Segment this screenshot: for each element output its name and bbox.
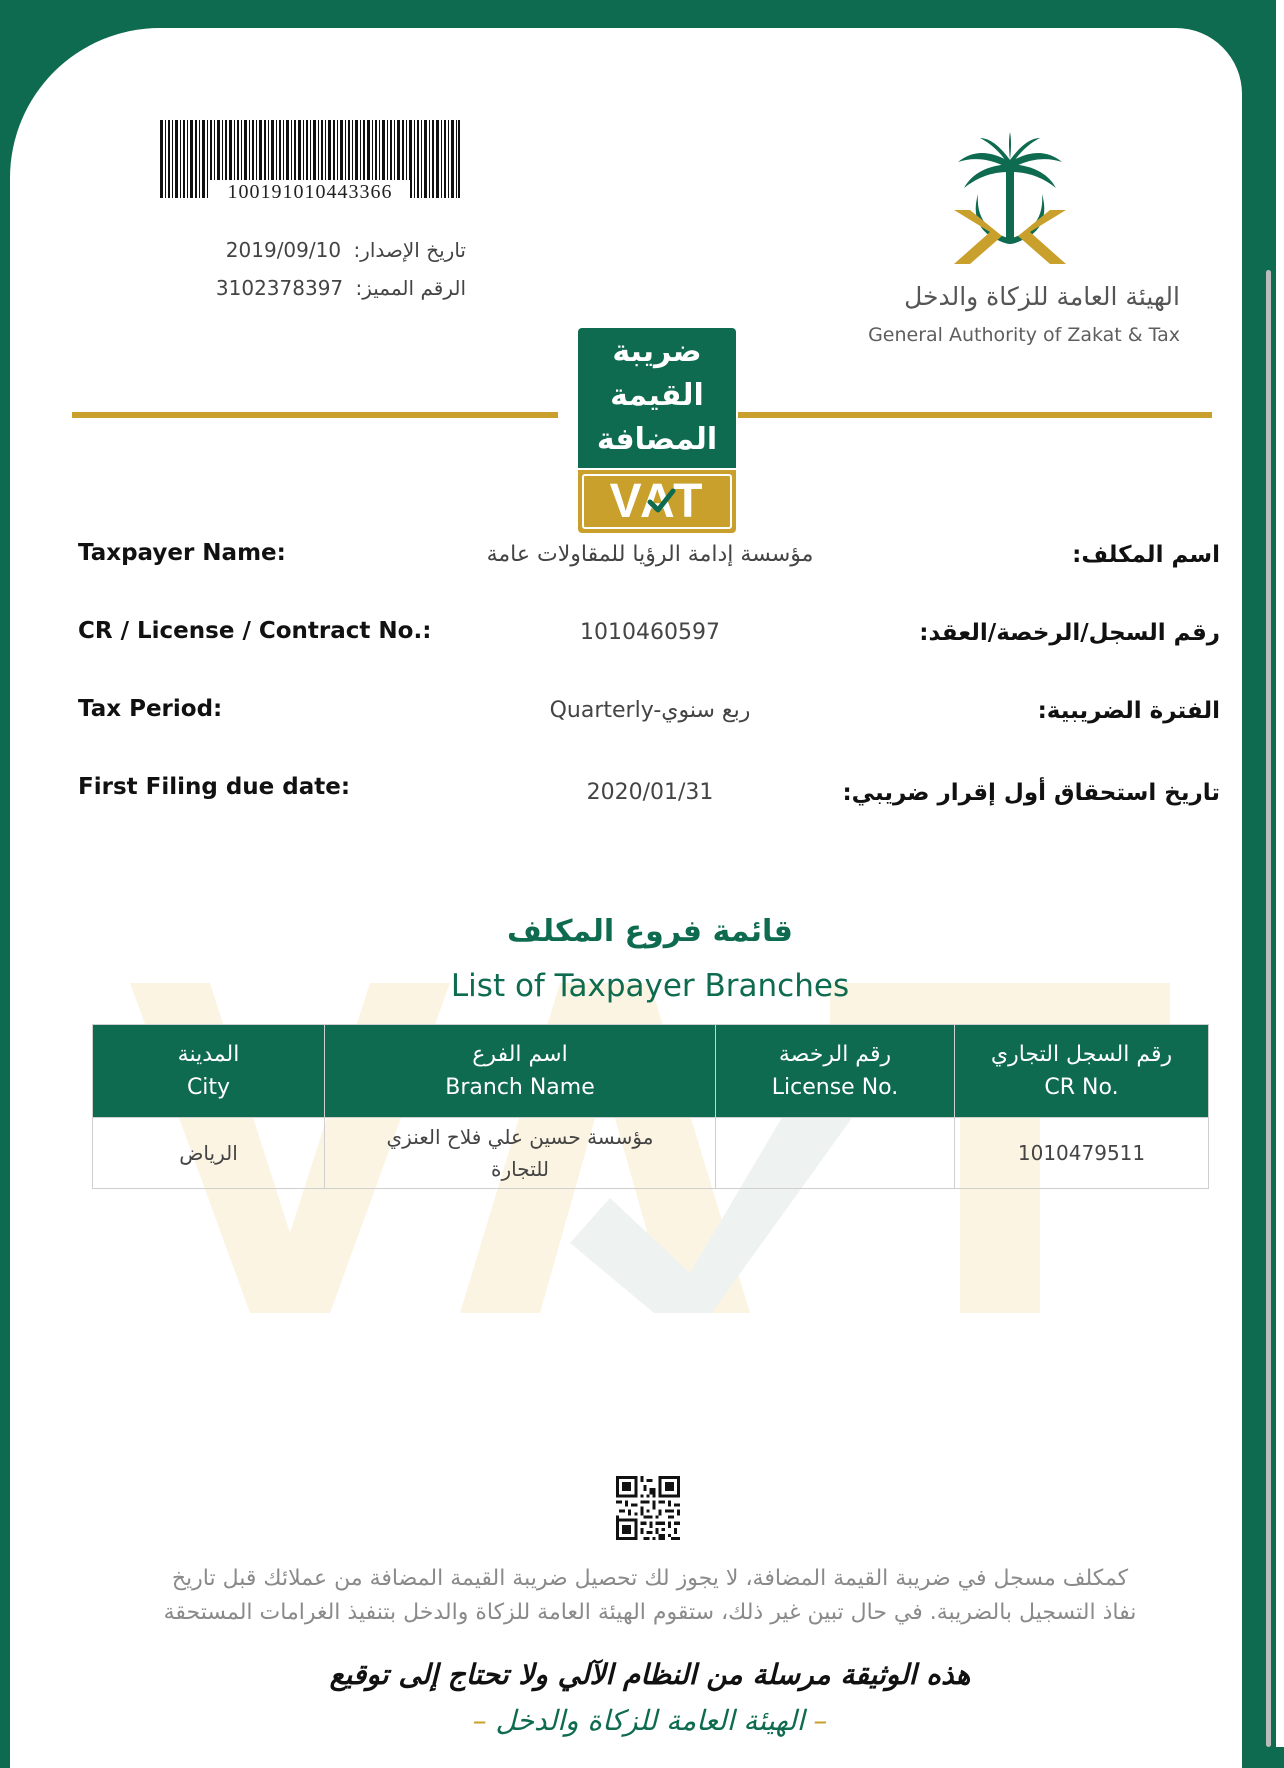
auto-generated-notice: هذه الوثيقة مرسلة من النظام الآلي ولا تحتاج إلى توقيع (329, 1658, 971, 1691)
cr-label-en: CR / License / Contract No.: (78, 618, 432, 644)
vat-badge (578, 328, 736, 533)
footer-authority (70, 1704, 1230, 1737)
footer-dash-right: – (813, 1704, 828, 1737)
vat-note-line2: نفاذ التسجيل بالضريبة. في حال تبين غير ذلك، ستقوم الهيئة العامة للزكاة والدخل بتنفيذ الغرامات المستحقة (163, 1600, 1137, 1625)
gold-divider-right (738, 412, 1212, 418)
vat-note-line1: كمكلف مسجل في ضريبة القيمة المضافة، لا يجوز لك تحصيل ضريبة القيمة المضافة من عملائك قبل تاريخ (171, 1566, 1129, 1591)
license-cell (716, 1118, 955, 1189)
cr-cell: 1010479511 (955, 1118, 1209, 1189)
vat-badge-line2: القيمة (610, 378, 704, 413)
license-header (716, 1025, 955, 1118)
authority-name-english: General Authority of Zakat & Tax (868, 324, 1180, 346)
unique-number (196, 276, 466, 300)
vat-badge-text-panel (578, 470, 736, 533)
barcode-number: 100191010443366 (210, 180, 410, 204)
vat-badge-line1: ضريبة (612, 334, 702, 369)
footer-dash-left: – (472, 1704, 487, 1737)
first-filing-value: 2020/01/31 (586, 780, 714, 805)
gold-divider-left (72, 412, 558, 418)
branch-name-header-ar: اسم الفرع (472, 1042, 568, 1067)
cr-label-ar: رقم السجل/الرخصة/العقد: (919, 620, 1220, 646)
taxpayer-name-value: مؤسسة إدامة الرؤيا للمقاولات عامة (486, 542, 814, 567)
unique-number-value: 3102378397 (215, 276, 344, 300)
city-header (93, 1025, 325, 1118)
branches-table (92, 1024, 1209, 1189)
check-icon (646, 486, 676, 516)
palm-swords-logo-icon (950, 132, 1070, 267)
issue-date-label: تاريخ الإصدار: (353, 238, 466, 262)
tax-period-label-ar: الفترة الضريبية: (1037, 698, 1220, 724)
license-header-en: License No. (771, 1075, 899, 1100)
vat-badge-line3: المضافة (596, 422, 718, 457)
tax-period-value: Quarterly-ربع سنوي (549, 698, 751, 723)
document-page (10, 28, 1242, 1768)
unique-number-label: الرقم المميز: (355, 276, 466, 300)
taxpayer-name-label-ar: اسم المكلف: (1072, 542, 1220, 568)
city-header-ar: المدينة (177, 1042, 240, 1067)
page-edge (1276, 0, 1284, 1747)
scrollbar[interactable] (1266, 270, 1271, 1747)
branch-name-line1: مؤسسة حسين علي فلاح العنزي (386, 1125, 654, 1149)
cr-header-en: CR No. (1044, 1075, 1119, 1100)
vat-badge-arabic-panel (578, 328, 736, 468)
branch-name-header-en: Branch Name (445, 1075, 595, 1100)
authority-name-arabic: الهيئة العامة للزكاة والدخل (904, 282, 1180, 311)
vat-badge-text: VAT (609, 475, 705, 528)
branches-title-arabic: قائمة فروع المكلف (507, 914, 793, 949)
issue-date (196, 238, 466, 262)
table-row (93, 1118, 1209, 1189)
cr-value: 1010460597 (580, 620, 720, 645)
barcode (160, 120, 460, 228)
city-cell: الرياض (93, 1118, 325, 1189)
branches-table-header (93, 1025, 1209, 1118)
first-filing-label-en: First Filing due date: (78, 774, 351, 800)
city-header-en: City (186, 1075, 231, 1100)
qr-code-icon (616, 1476, 680, 1540)
tax-period-label-en: Tax Period: (78, 696, 223, 722)
footer-authority-name: الهيئة العامة للزكاة والدخل (495, 1704, 805, 1737)
taxpayer-name-label-en: Taxpayer Name: (78, 540, 286, 566)
branches-title-english: List of Taxpayer Branches (450, 968, 850, 1004)
branch-name-cell (325, 1118, 716, 1189)
cr-header (955, 1025, 1209, 1118)
branch-name-header (325, 1025, 716, 1118)
license-header-ar: رقم الرخصة (778, 1042, 892, 1067)
issue-date-value: 2019/09/10 (225, 238, 342, 262)
branch-name-line2: للتجارة (491, 1157, 549, 1181)
first-filing-label-ar: تاريخ استحقاق أول إقرار ضريبي: (842, 780, 1220, 806)
cr-header-ar: رقم السجل التجاري (990, 1042, 1173, 1067)
